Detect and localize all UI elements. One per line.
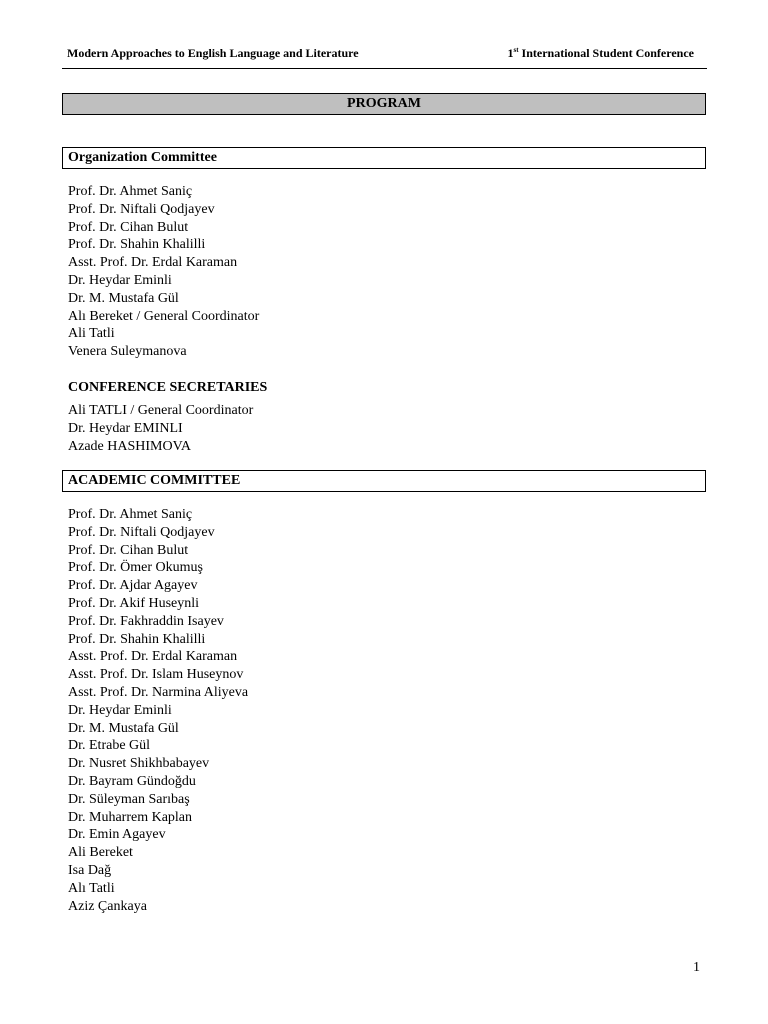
list-item: Alı Bereket / General Coordinator [68,308,260,324]
list-item: Azade HASHIMOVA [68,438,192,454]
list-item: Prof. Dr. Cihan Bulut [68,219,189,235]
list-item: Asst. Prof. Dr. Erdal Karaman [68,255,238,271]
organization-committee-title: Organization Committee [68,150,217,165]
conference-secretaries-list [68,402,253,455]
list-item: Ali TATLI / General Coordinator [68,403,254,418]
list-item: Dr. Emin Agayev [68,827,166,843]
running-header-title: Modern Approaches to English Language and Literature [67,46,359,60]
conference-ordinal-suffix: st [513,46,519,54]
organization-committee-list [68,183,259,361]
header-rule [62,68,707,69]
list-item: Aziz Çankaya [68,898,147,914]
list-item: Prof. Dr. Fakhraddin Isayev [68,613,224,629]
list-item: Asst. Prof. Dr. Narmina Aliyeva [68,684,249,700]
academic-committee-heading [62,470,706,492]
list-item: Dr. Muharrem Kaplan [68,809,193,825]
list-item: Prof. Dr. Niftali Qodjayev [68,201,215,217]
list-item: Asst. Prof. Dr. Erdal Karaman [68,649,238,665]
list-item: Prof. Dr. Ahmet Saniç [68,507,193,522]
list-item: Isa Dağ [68,862,112,878]
academic-committee-title: ACADEMIC COMMITTEE [68,473,241,488]
list-item: Dr. M. Mustafa Gül [68,290,179,306]
list-item: Prof. Dr. Niftali Qodjayev [68,524,215,540]
list-item: Alı Tatli [68,880,115,896]
list-item: Dr. Nusret Shikhbabayev [68,756,210,772]
list-item: Prof. Dr. Shahin Khalilli [68,237,206,253]
conference-secretaries-heading: CONFERENCE SECRETARIES [68,380,268,395]
list-item: Asst. Prof. Dr. Islam Huseynov [68,667,244,683]
running-header-conference [507,46,694,61]
page-number: 1 [693,960,700,975]
list-item: Prof. Dr. Ajdar Agayev [68,578,198,594]
list-item: Dr. Heydar Eminli [68,272,172,288]
list-item: Prof. Dr. Akif Huseynli [68,595,200,611]
academic-committee-list [68,506,248,915]
conference-ordinal: 1 [507,46,514,60]
list-item: Dr. M. Mustafa Gül [68,720,179,736]
list-item: Prof. Dr. Shahin Khalilli [68,631,206,647]
list-item: Dr. Süleyman Sarıbaş [68,791,190,807]
list-item: Ali Bereket [68,845,133,861]
list-item: Venera Suleymanova [68,344,187,360]
list-item: Prof. Dr. Ahmet Saniç [68,184,193,199]
list-item: Dr. Bayram Gündoğdu [68,773,196,789]
list-item: Ali Tatli [68,326,115,342]
program-title: PROGRAM [62,93,706,115]
list-item: Dr. Heydar Eminli [68,702,172,718]
list-item: Dr. Etrabe Gül [68,738,151,754]
organization-committee-heading [62,147,706,169]
list-item: Prof. Dr. Cihan Bulut [68,542,189,558]
conference-name: International Student Conference [518,46,694,60]
list-item: Dr. Heydar EMINLI [68,420,183,436]
list-item: Prof. Dr. Ömer Okumuş [68,560,203,576]
